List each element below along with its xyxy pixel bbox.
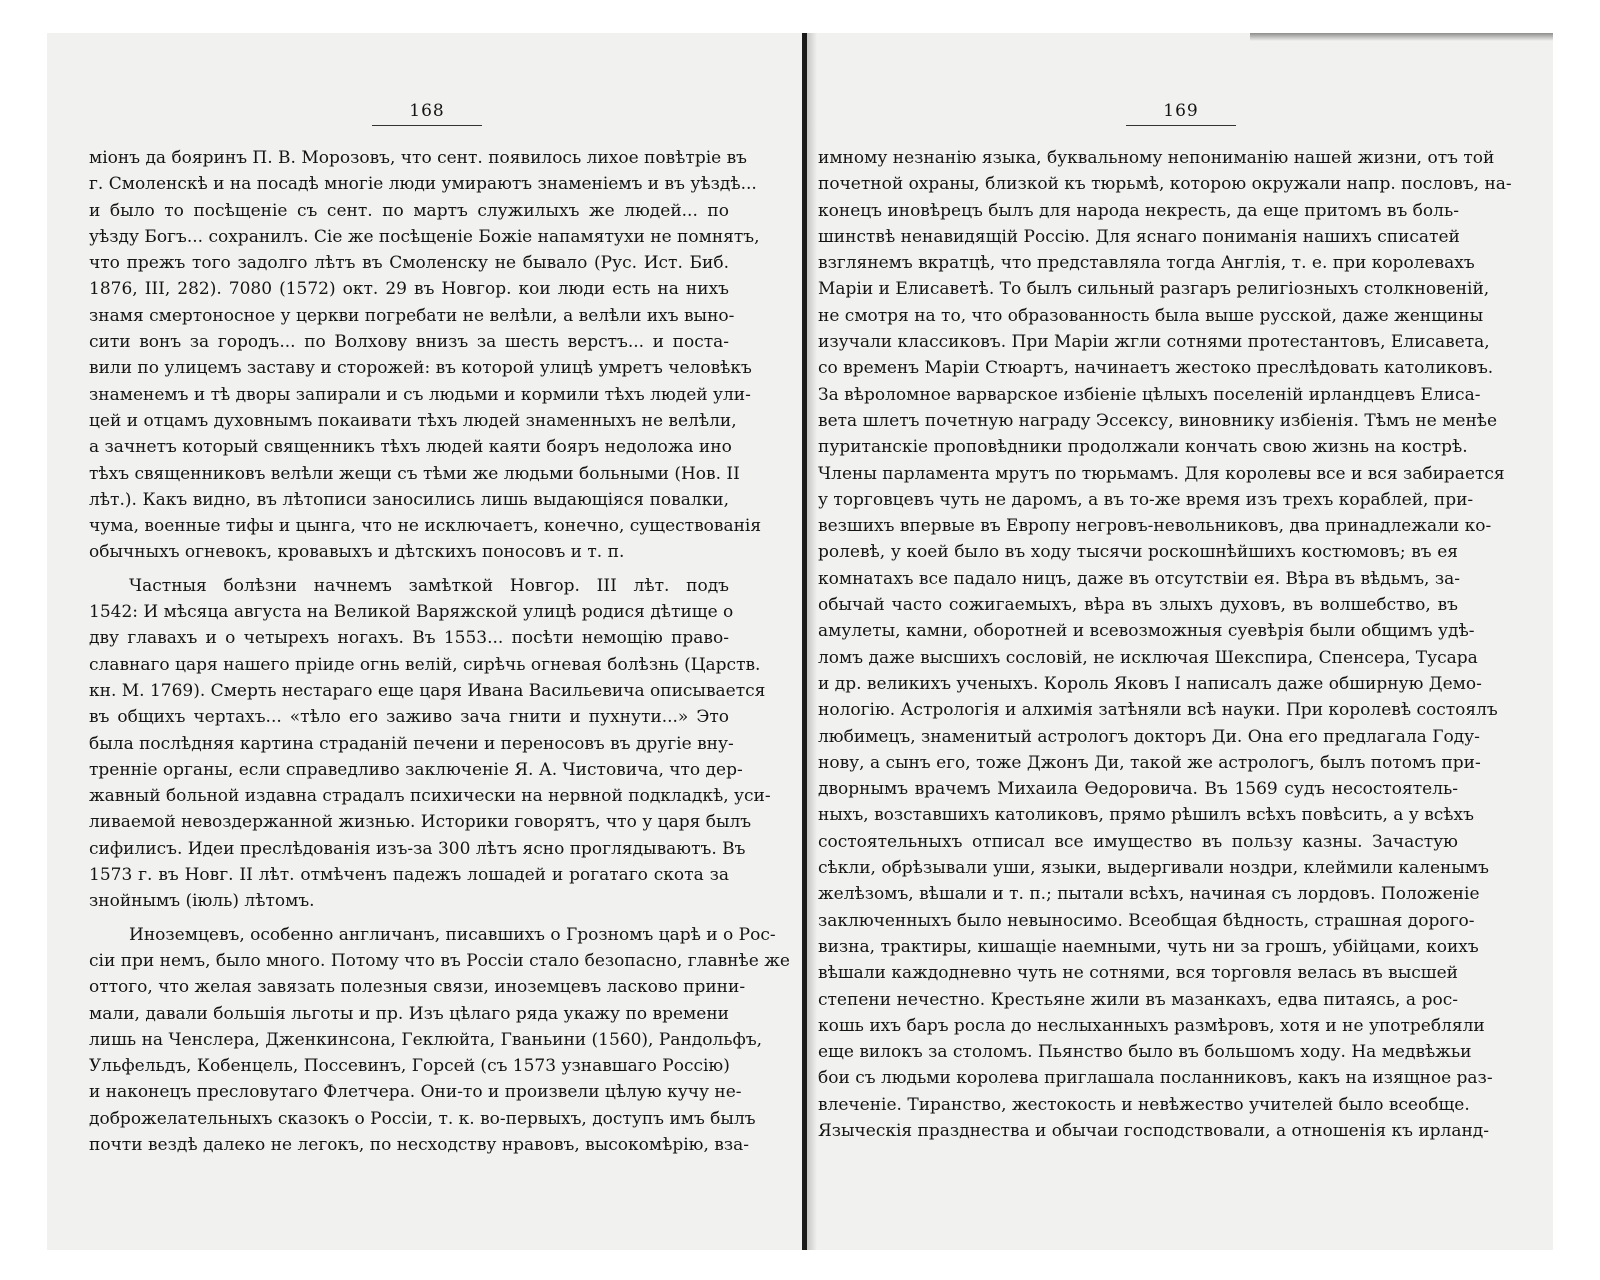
text-line: шинствѣ ненавидящій Россію. Для яснаго пониманія нашихъ списатей [818,226,1460,247]
text-line: тренніе органы, если справедливо заключеніе Я. А. Чистовича, что дер- [89,759,743,780]
text-line: влеченіе. Тиранство, жестокость и невѣжество учителей было всеобще. [818,1094,1470,1115]
text-line: нову, а сынъ его, тоже Джонъ Ди, такой же астрологъ, былъ потомъ при- [818,752,1481,773]
text-line: жавный больной издавна страдалъ психически на нервной подкладкѣ, уси- [89,786,771,807]
text-line: была послѣдняя картина страданій печени и переносовъ въ другіе вну- [89,733,734,754]
text-line: дворнымъ врачемъ Михаила Ѳедоровича. Въ 1569 судъ несостоятель- [818,779,1458,800]
text-line: Частныя болѣзни начнемъ замѣткой Новгор. III лѣт. подъ [129,575,729,596]
text-line: визна, трактиры, кишащіе наемными, чуть ни за грошъ, убійцами, коихъ [818,936,1479,957]
text-line: сити вонъ за городъ... по Волхову внизъ за шесть верстъ... и поста- [89,332,729,353]
text-line: мали, давали большія льготы и пр. Изъ цѣлаго ряда укажу по времени [89,1003,729,1024]
text-line: ломъ даже высшихъ сословій, не исключая Шекспира, Спенсера, Тусара [818,647,1478,668]
text-line: знамя смертоносное у церкви погребати не велѣли, а велѣли ихъ выно- [89,305,735,326]
text-line: знаменемъ и тѣ дворы запирали и съ людьми и кормили тѣхъ людей ули- [89,384,751,405]
text-line: еще вилокъ за столомъ. Пьянство было въ большомъ ходу. На медвѣжьи [818,1042,1472,1063]
text-line: въ общихъ чертахъ... «тѣло его заживо зача гнити и пухнути...» Это [89,707,729,728]
text-line: степени нечестно. Крестьяне жили въ мазанкахъ, едва питаясь, а рос- [818,989,1458,1010]
text-line: 1876, III, 282). 7080 (1572) окт. 29 въ Новгор. кои люди есть на нихъ [89,279,729,300]
text-line: заключенныхъ было невыносимо. Всеобщая бѣдность, страшная дорого- [818,910,1475,931]
text-line: оттого, что желая завязать полезныя связи, иноземцевъ ласково прини- [89,977,746,998]
text-line: ныхъ, возставшихъ католиковъ, прямо рѣшилъ всѣхъ повѣсить, а у всѣхъ [818,805,1474,826]
text-line: почти вездѣ далеко не легокъ, по несходству нравовъ, высокомѣрію, вза- [89,1134,750,1155]
text-line: доброжелательныхъ сказокъ о Россіи, т. к. во-первыхъ, доступъ имъ былъ [89,1108,756,1129]
text-line: изучали классиковъ. При Маріи жгли сотнями протестантовъ, Елисавета, [818,332,1490,353]
text-line: ливаемой невоздержанной жизнью. Историки говорятъ, что у царя былъ [89,812,752,833]
text-line: не смотря на то, что образованность была выше русской, даже женщины [818,305,1484,326]
text-line: За вѣроломное варварское избіеніе цѣлыхъ поселеній ирландцевъ Елиса- [818,384,1481,405]
text-line: нологію. Астрологія и алхимія затѣняли всѣ науки. При королевѣ состоялъ [818,700,1498,721]
text-line: лѣт.). Какъ видно, въ лѣтописи заносились лишь выдающіяся повалки, [89,489,729,510]
text-line: что прежъ того задолго лѣтъ въ Смоленску не бывало (Рус. Ист. Биб. [89,253,729,274]
header-rule [372,125,482,126]
text-line: сіи при немъ, было много. Потому что въ Россіи стало безопасно, главнѣе же [89,950,790,971]
text-line: цей и отцамъ духовнымъ покаивати тѣхъ людей знаменныхъ не велѣли, [89,410,737,431]
text-line: и наконецъ пресловутаго Флетчера. Они-то и произвели цѣлую кучу не- [89,1082,742,1103]
text-line: со временъ Маріи Стюартъ, начинаетъ жестоко преслѣдовать католиковъ. [818,358,1494,379]
text-line: Члены парламента мрутъ по тюрьмамъ. Для королевы все и вся забирается [818,463,1505,484]
text-line: дву главахъ и о четырехъ ногахъ. Въ 1553... посѣти немощію право- [89,628,729,649]
text-line: кн. М. 1769). Смерть нестараго еще царя Ивана Васильевича описывается [89,680,766,701]
text-line: кошь ихъ баръ росла до неслыханныхъ размѣровъ, хотя и не употребляли [818,1015,1485,1036]
text-line: желѣзомъ, вѣшали и т. п.; пытали всѣхъ, начиная съ лордовъ. Положеніе [818,884,1480,905]
text-line: и др. великихъ ученыхъ. Король Яковъ I написалъ даже обширную Демо- [818,673,1482,694]
text-line: чума, военные тифы и цынга, что не исключаетъ, конечно, существованія [89,516,762,537]
text-line: состоятельныхъ отписал все имущество въ пользу казны. Зачастую [818,831,1458,852]
left-page [47,33,803,1250]
text-line: почетной охраны, близкой къ тюрьмѣ, которою окружали напр. пословъ, на- [818,174,1512,195]
header-rule [1126,125,1236,126]
text-line: обычныхъ огневокъ, кровавыхъ и дѣтскихъ поносовъ и т. п. [89,542,625,563]
text-line: сѣкли, обрѣзывали уши, языки, выдергивали ноздри, клеймили каленымъ [818,858,1489,879]
text-line: знойнымъ (іюль) лѣтомъ. [89,891,315,912]
text-line: сифилисъ. Идеи преслѣдованія изъ-за 300 лѣтъ ясно проглядываютъ. Въ [89,838,746,859]
text-line: лишь на Ченслера, Дженкинсона, Геклюйта, Гваньини (1560), Рандольфъ, [89,1029,763,1050]
left-page-text [89,145,790,1158]
page-number: 168 [409,101,445,121]
text-line: славнаго царя нашего пріиде огнь велій, сирѣчь огневая болѣзнь (Царств. [89,654,761,675]
text-line: амулеты, камни, оборотней и всевозможныя суевѣрія были общимъ удѣ- [818,621,1475,642]
page-number: 169 [1163,101,1199,121]
right-page [808,33,1553,1250]
text-line: везшихъ впервые въ Европу негровъ-невольниковъ, два принадлежали ко- [818,516,1492,537]
text-line: тѣхъ священниковъ велѣли жещи съ тѣми же людьми больными (Нов. II [89,463,740,484]
text-line: бои съ людьми королева приглашала посланниковъ, какъ на изящное раз- [818,1068,1493,1089]
right-page-text [818,145,1512,1144]
text-line: и было то посѣщеніе съ сент. по мартъ служилыхъ же людей... по [89,200,729,221]
text-line: обычай часто сожигаемыхъ, вѣра въ злыхъ духовъ, въ волшебство, въ [818,595,1458,616]
text-line: а зачнетъ который священникъ тѣхъ людей каяти бояръ недоложа ино [89,437,732,458]
text-line: г. Смоленскѣ и на посадѣ многіе люди умираютъ знаменіемъ и въ уѣздѣ... [89,174,757,195]
text-line: взглянемъ вкратцѣ, что представляла тогда Англія, т. е. при королевахъ [818,253,1475,274]
text-line: вили по улицемъ заставу и сторожей: въ которой улицѣ умретъ человѣкъ [89,358,752,379]
text-line: уѣзду Богъ... сохранилъ. Сіе же посѣщеніе Божіе напамятухи не помнятъ, [89,226,760,247]
text-line: пуританскіе проповѣдники продолжали кончать свою жизнь на кострѣ. [818,437,1468,458]
paragraph-gap [89,566,729,573]
text-line: Иноземцевъ, особенно англичанъ, писавшихъ о Грозномъ царѣ и о Рос- [129,924,776,945]
text-line: Ульфельдъ, Кобенцель, Поссевинъ, Горсей (съ 1573 узнавшаго Россію) [89,1056,730,1077]
paragraph-gap [89,915,729,922]
text-line: міонъ да бояринъ П. В. Морозовъ, что сент. появилось лихое повѣтріе въ [89,148,747,168]
text-line: вѣшали каждодневно чуть не сотнями, вся торговля велась въ высшей [818,963,1458,984]
text-line: Языческія празднества и обычаи господствовали, а отношенія къ ирланд- [818,1120,1490,1141]
text-line: 1542: И мѣсяца августа на Великой Варяжской улицѣ родися дѣтище о [89,602,734,623]
text-line: имному незнанію языка, буквальному непониманію нашей жизни, отъ той [818,148,1495,168]
text-line: 1573 г. въ Новг. II лѣт. отмѣченъ падежъ лошадей и рогатаго скота за [89,865,729,886]
text-line: ролевѣ, у коей было въ ходу тысячи роскошнѣйшихъ костюмовъ; въ ея [818,542,1458,563]
text-line: вета шлетъ почетную награду Эссексу, виновнику избіенія. Тѣмъ не менѣе [818,410,1498,431]
text-line: у торговцевъ чуть не даромъ, а въ то-же время изъ трехъ кораблей, при- [818,489,1474,510]
text-line: конецъ иновѣрецъ былъ для народа некресть, да еще притомъ въ боль- [818,200,1459,221]
text-line: Маріи и Елисаветѣ. То былъ сильный разгаръ религіозныхъ столкновеній, [818,279,1490,300]
text-line: любимецъ, знаменитый астрологъ докторъ Ди. Она его предлагала Году- [818,726,1480,747]
text-line: комнатахъ все падало ницъ, даже въ отсутствіи ея. Вѣра въ вѣдьмъ, за- [818,568,1460,589]
